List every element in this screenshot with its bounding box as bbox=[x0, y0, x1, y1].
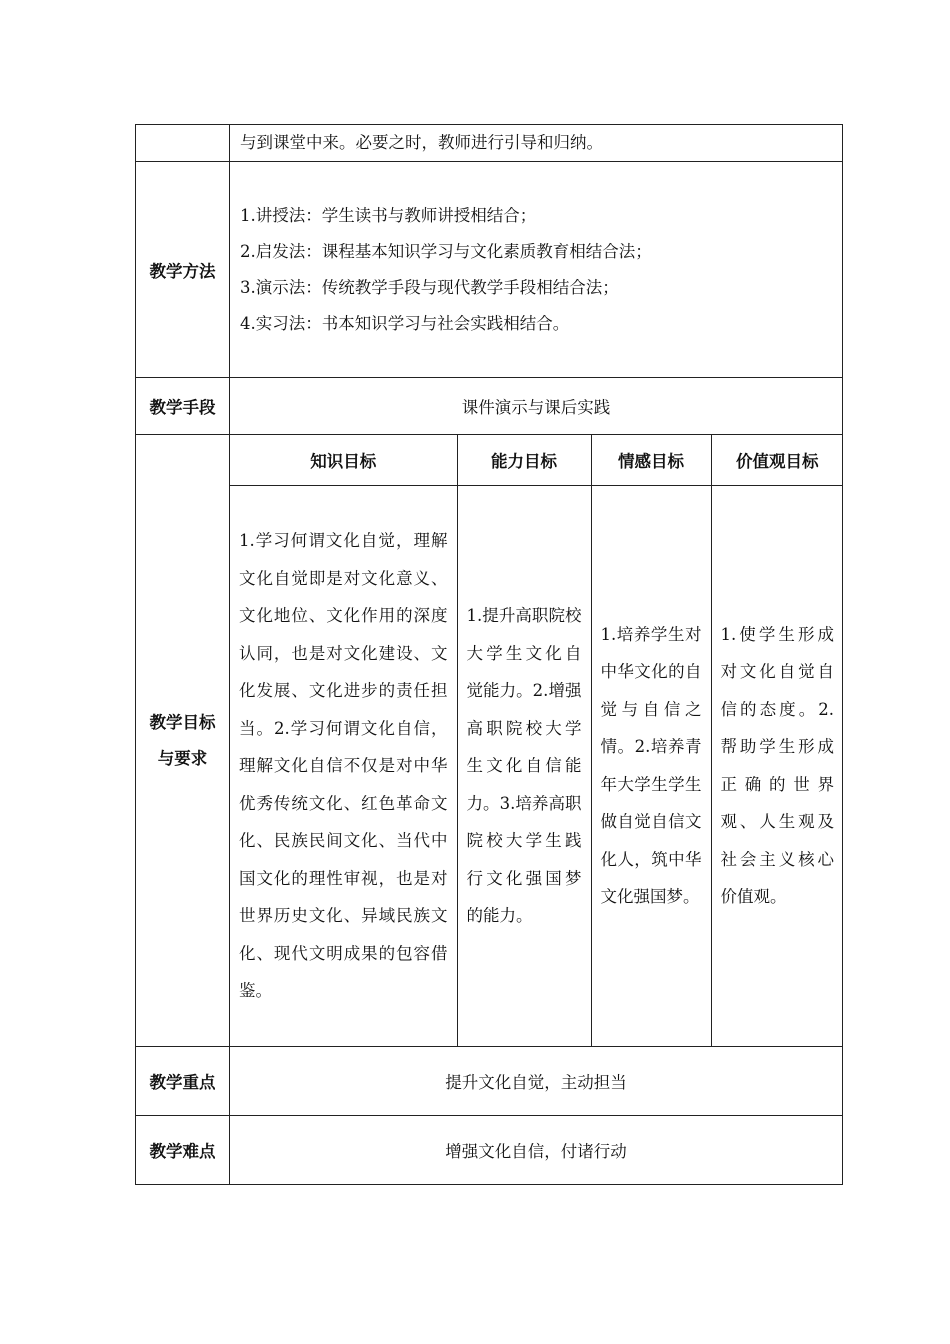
method-label: 教学方法 bbox=[136, 162, 230, 378]
difficulty-label: 教学难点 bbox=[136, 1116, 230, 1185]
goals-grid-cell bbox=[230, 435, 843, 1047]
emotion-header: 情感目标 bbox=[591, 435, 711, 485]
goals-label-line2: 与要求 bbox=[157, 748, 208, 768]
emotion-goals: 1.培养学生对中华文化的自觉与自信之情。2.培养青年大学生学生做自觉自信文化人，筑中华文化强国梦。 bbox=[591, 485, 711, 1046]
values-goals: 1.使学生形成对文化自觉自信的态度。2.帮助学生形成正确的世界观、人生观及社会主义核心价值观。 bbox=[711, 485, 843, 1046]
continuation-text: 与到课堂中来。必要之时，教师进行引导和归纳。 bbox=[230, 125, 843, 162]
goals-label-line1: 教学目标 bbox=[149, 712, 216, 732]
key-label: 教学重点 bbox=[136, 1047, 230, 1116]
continuation-label bbox=[136, 125, 230, 162]
goals-label bbox=[136, 435, 230, 1047]
ability-header: 能力目标 bbox=[457, 435, 591, 485]
difficulty-row bbox=[136, 1116, 843, 1185]
method-row bbox=[136, 162, 843, 378]
difficulty-text: 增强文化自信，付诸行动 bbox=[230, 1116, 843, 1185]
knowledge-header: 知识目标 bbox=[230, 435, 457, 485]
method-content bbox=[230, 162, 843, 378]
method-item: 1.讲授法：学生读书与教师讲授相结合； bbox=[240, 205, 537, 225]
goals-body-row bbox=[230, 485, 843, 1046]
ability-goals: 1.提升高职院校大学生文化自觉能力。2.增强高职院校大学生文化自信能力。3.培养高职院校大学生践行文化强国梦的能力。 bbox=[457, 485, 591, 1046]
continuation-row bbox=[136, 125, 843, 162]
lesson-plan-table bbox=[135, 124, 843, 1185]
method-item: 4.实习法：书本知识学习与社会实践相结合。 bbox=[240, 313, 570, 333]
goals-row bbox=[136, 435, 843, 1047]
values-header: 价值观目标 bbox=[711, 435, 843, 485]
key-text: 提升文化自觉，主动担当 bbox=[230, 1047, 843, 1116]
method-item: 2.启发法：课程基本知识学习与文化素质教育相结合法； bbox=[240, 241, 652, 261]
method-item: 3.演示法：传统教学手段与现代教学手段相结合法； bbox=[240, 277, 619, 297]
means-text: 课件演示与课后实践 bbox=[230, 378, 843, 435]
goals-header-row bbox=[230, 435, 843, 485]
means-row bbox=[136, 378, 843, 435]
key-row bbox=[136, 1047, 843, 1116]
knowledge-goals: 1.学习何谓文化自觉，理解文化自觉即是对文化意义、文化地位、文化作用的深度认同，也是对文化建设、文化发展、文化进步的责任担当。2.学习何谓文化自信，理解文化自信不仅是对中华优秀传统文化、红色革命文化、民族民间文化、当代中国文化的理性审视，也是对世界历史文化、异域民族文化、现代文明成果的包容借鉴。 bbox=[230, 485, 457, 1046]
goals-grid bbox=[230, 435, 843, 1046]
means-label: 教学手段 bbox=[136, 378, 230, 435]
